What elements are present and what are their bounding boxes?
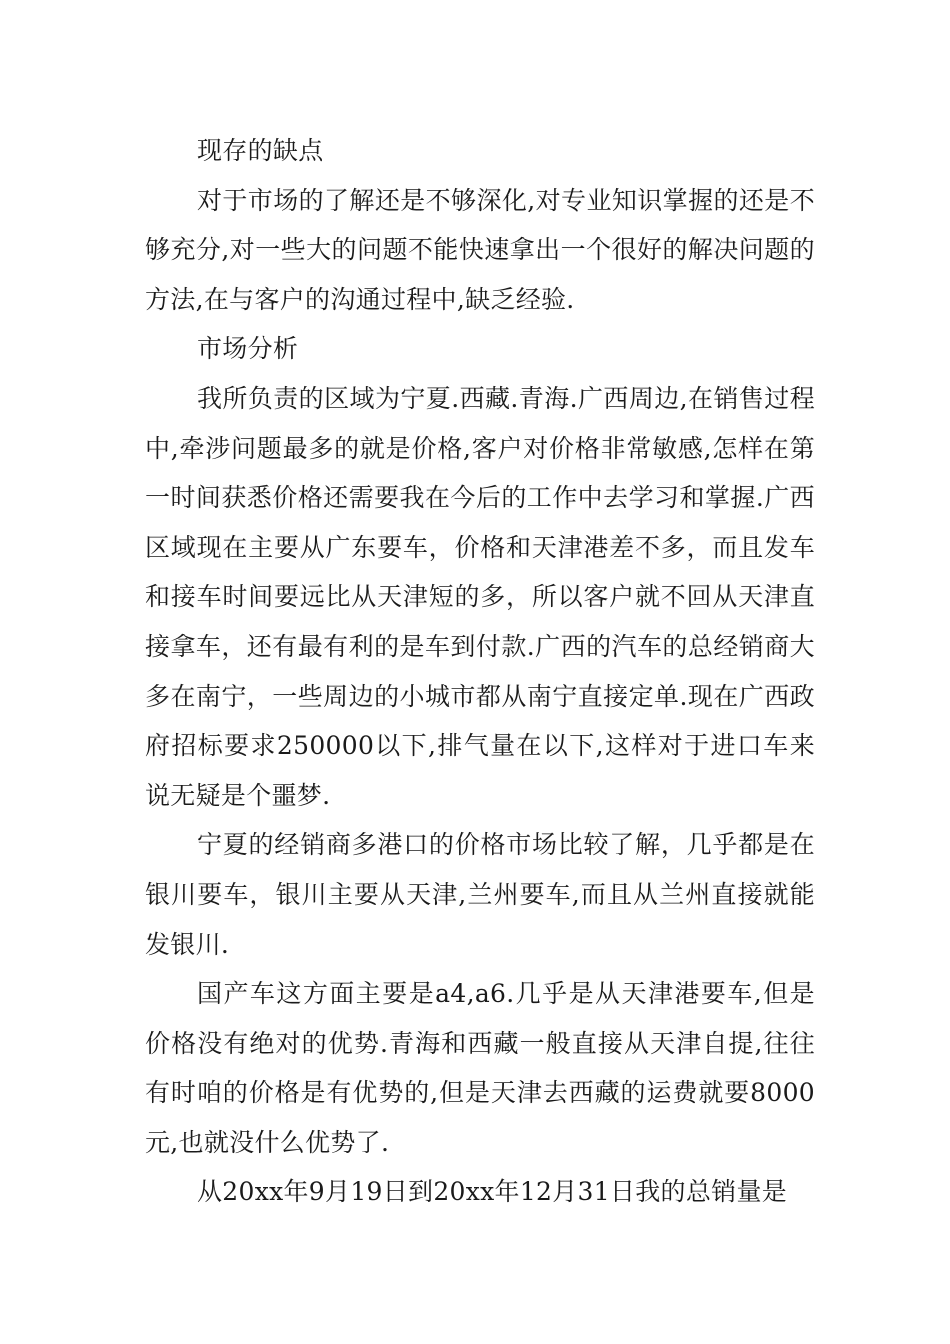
paragraph-region-analysis: 我所负责的区域为宁夏.西藏.青海.广西周边,在销售过程中,牵涉问题最多的就是价格,客户对价格非常敏感,怎样在第一时间获悉价格还需要我在今后的工作中去学习和掌握.广西区域现在主要从广东要车，价格和天津港差不多，而且发车和接车时间要远比从天津短的多，所以客户就不回从天津直接拿车，还有最有利的是车到付款.广西的汽车的总经销商大多在南宁，一些周边的小城市都从南宁直接定单.现在广西政府招标要求250000以下,排气量在以下,这样对于进口车来说无疑是个噩梦. xyxy=(145,383,815,810)
heading-shortcomings: 现存的缺点 xyxy=(197,136,324,165)
paragraph-ningxia: 宁夏的经销商多港口的价格市场比较了解，几乎都是在银川要车，银川主要从天津,兰州要车,而且从兰州直接就能发银川. xyxy=(145,830,815,959)
heading-market-analysis: 市场分析 xyxy=(197,334,299,364)
paragraph-shortcomings: 对于市场的了解还是不够深化,对专业知识掌握的还是不够充分,对一些大的问题不能快速拿出一个很好的解决问题的方法,在与客户的沟通过程中,缺乏经验. xyxy=(145,185,815,314)
paragraph-domestic-cars: 国产车这方面主要是a4,a6.几乎是从天津港要车,但是价格没有绝对的优势.青海和西藏一般直接从天津自提,往往有时咱的价格是有优势的,但是天津去西藏的运费就要8000元,也就没什么优势了. xyxy=(145,979,815,1157)
paragraph-sales-total: 从20xx年9月19日到20xx年12月31日我的总销量是 xyxy=(197,1177,788,1207)
document-body xyxy=(145,126,815,1217)
